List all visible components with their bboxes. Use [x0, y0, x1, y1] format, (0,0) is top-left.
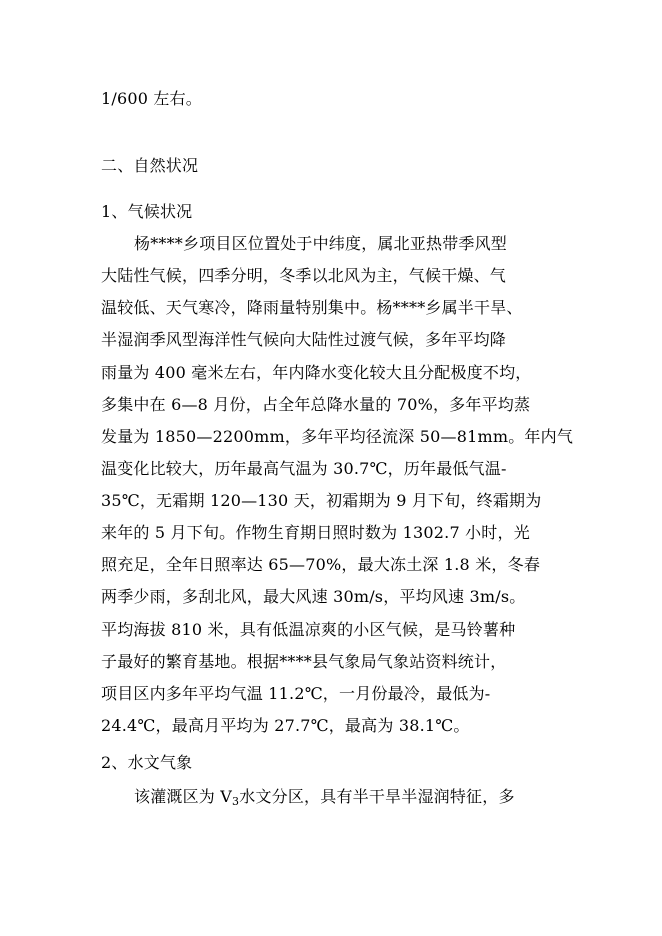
text-line: 温较低、天气寒冷，降雨量特别集中。杨****乡属半干旱、 [101, 298, 523, 317]
subscript: 3 [232, 795, 240, 808]
text-line: 发量为 1850—2200mm，多年平均径流深 50—81mm。年内气 [101, 427, 574, 446]
text-line: 照充足，全年日照率达 65—70%，最大冻土深 1.8 米，冬春 [101, 555, 541, 574]
subsection-heading-hydrology: 2、水文气象 [101, 753, 193, 772]
text-line: 子最好的繁育基地。根据****县气象局气象站资料统计， [101, 652, 507, 671]
text-line: 大陆性气候，四季分明，冬季以北风为主，气候干燥、气 [101, 266, 507, 285]
text-line [134, 787, 515, 807]
text-line: 温变化比较大，历年最高气温为 30.7℃，历年最低气温- [101, 459, 507, 478]
text-line: 杨****乡项目区位置处于中纬度，属北亚热带季风型 [134, 234, 508, 253]
text-line-after-subscript: 水文分区，具有半干旱半湿润特征，多 [239, 787, 515, 806]
text-line: 两季少雨，多刮北风，最大风速 30m/s，平均风速 3m/s。 [101, 587, 526, 606]
section-heading: 二、自然状况 [101, 156, 199, 175]
paragraph-fragment: 1/600 左右。 [101, 89, 202, 108]
text-line: 24.4℃，最高月平均为 27.7℃，最高为 38.1℃。 [101, 716, 470, 735]
text-line: 来年的 5 月下旬。作物生育期日照时数为 1302.7 小时，光 [101, 523, 530, 542]
text-line: 半湿润季风型海洋性气候向大陆性过渡气候，多年平均降 [101, 330, 507, 349]
text-line-before-subscript: 该灌溉区为 V [134, 787, 233, 806]
subsection-heading-climate: 1、气候状况 [101, 202, 193, 221]
text-line: 平均海拔 810 米，具有低温凉爽的小区气候，是马铃薯种 [101, 620, 516, 639]
text-line: 35℃，无霜期 120—130 天，初霜期为 9 月下旬，终霜期为 [101, 491, 542, 510]
text-line: 项目区内多年平均气温 11.2℃，一月份最冷，最低为- [101, 684, 491, 703]
text-line: 多集中在 6—8 月份，占全年总降水量的 70%，多年平均蒸 [101, 395, 531, 414]
text-line: 雨量为 400 毫米左右，年内降水变化较大且分配极度不均， [101, 363, 532, 382]
